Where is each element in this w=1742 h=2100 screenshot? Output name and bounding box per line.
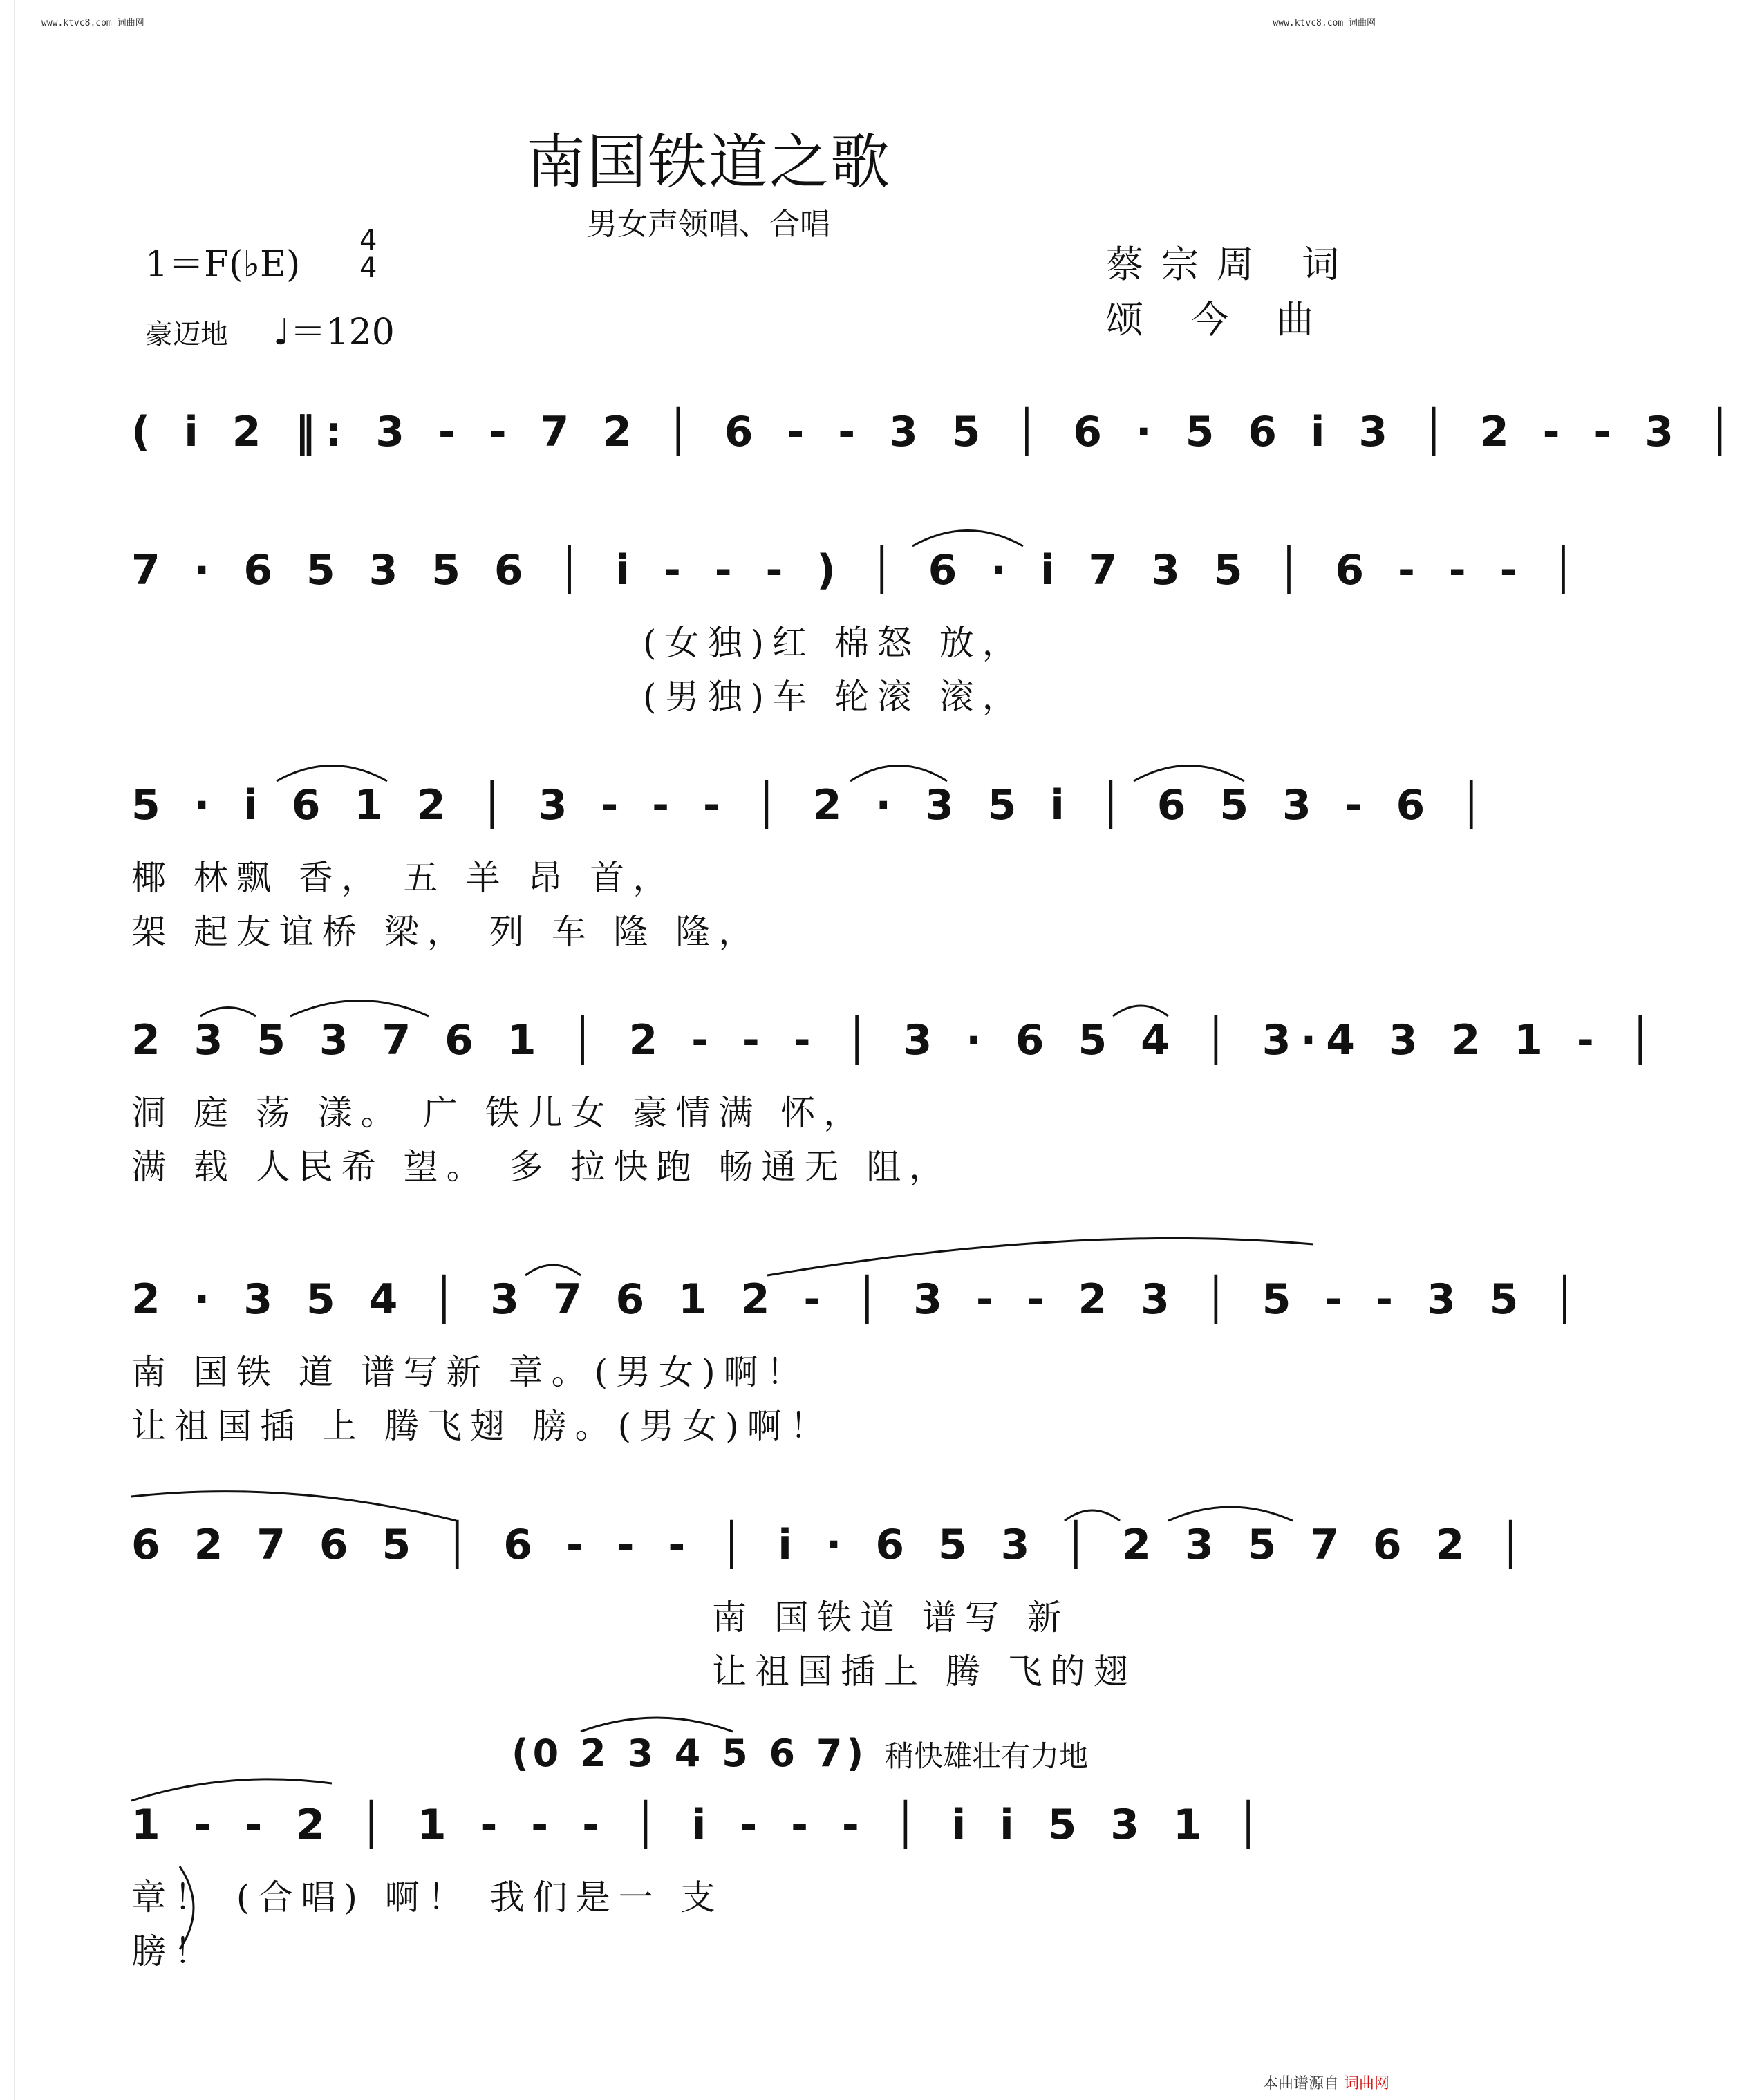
lyrics-verse-2: 膀！ <box>131 1931 217 1971</box>
slur-mark <box>290 1001 429 1017</box>
lyrics-verse-2: 让祖国插上 腾 飞的翅 <box>712 1651 1136 1691</box>
slur-mark <box>1134 766 1244 782</box>
slur-mark <box>912 531 1023 547</box>
slur-mark <box>131 1492 456 1521</box>
notation-row: 2 · 3 5 4 │ 3 7 6 1 2 - │ 3 - - 2 3 │ 5 - - 3 5 │ <box>131 1275 1587 1324</box>
lyrics-verse-1: 洞 庭 荡 漾。 广 铁儿女 豪情满 怀， <box>131 1093 867 1133</box>
slur-mark <box>277 766 387 782</box>
lyrics-verse-1: (女独)红 棉怒 放， <box>643 623 1025 663</box>
lyrics-verse-2: (男独)车 轮滚 滚， <box>643 677 1025 717</box>
footer-text: 本曲谱源自 <box>1262 2075 1339 2092</box>
site-label-left: www.ktvc8.com 词曲网 <box>41 18 144 28</box>
time-signature-top: 4 <box>359 225 377 256</box>
footer-source <box>1263 2072 1389 2093</box>
notation-row: 5 · i 6 1 2 │ 3 - - - │ 2 · 3 5 i │ 6 5 3 - 6 │ <box>131 781 1494 829</box>
slur-mark <box>131 1779 332 1801</box>
pickup-measure <box>512 1732 1088 1775</box>
lyricist-credit: 蔡宗周 词 <box>1106 243 1358 286</box>
notation-row: 2 3 5 3 7 6 1 │ 2 - - - │ 3 · 6 5 4 │ 3·4 3 2 1 - │ <box>131 1016 1663 1065</box>
footer-site: 词曲网 <box>1343 2075 1389 2092</box>
site-label-right: www.ktvc8.com 词曲网 <box>1273 18 1376 28</box>
slur-mark <box>1065 1510 1120 1521</box>
lyrics-verse-1: 南 国铁 道 谱写新 章。(男女)啊！ <box>131 1352 809 1392</box>
key-signature: 1＝F(♭E) <box>145 244 301 285</box>
lyrics-verse-1: 南 国铁道 谱写 新 <box>712 1597 1070 1638</box>
lyrics-verse-2: 架 起友谊桥 梁， 列 车 隆 隆， <box>131 912 762 952</box>
slur-mark <box>200 1008 256 1017</box>
time-signature-bottom: 4 <box>359 252 377 284</box>
left-margin-watermark <box>0 0 15 2100</box>
notation-row: ( i 2 ‖: 3 - - 7 2 │ 6 - - 3 5 │ 6 · 5 6 i 3 │ 2 - - 3 │ <box>131 408 1742 456</box>
notation-row: 6 2 7 6 5 │ 6 - - - │ i · 6 5 3 │ 2 3 5 7 6 2 │ <box>131 1521 1533 1569</box>
slur-mark <box>525 1265 581 1275</box>
slur-mark <box>1113 1006 1168 1016</box>
notation-row: 7 · 6 5 3 5 6 │ i - - - ) │ 6 · i 7 3 5 │ 6 - - - │ <box>131 546 1586 594</box>
pickup-notes: (0 2 3 4 5 6 7) <box>512 1732 868 1775</box>
lyrics-verse-2: 让祖国插 上 腾飞翅 膀。(男女)啊！ <box>131 1406 833 1446</box>
slur-mark <box>850 766 947 782</box>
page-subtitle: 男女声领唱、合唱 <box>587 207 830 242</box>
lyrics-verse-1: 椰 林飘 香， 五 羊 昂 首， <box>131 858 676 898</box>
pickup-hint: 稍快雄壮有力地 <box>885 1739 1089 1773</box>
tempo-mark: ♩＝120 <box>273 312 395 353</box>
expression-mark: 豪迈地 <box>145 319 228 350</box>
composer-credit: 颂 今 曲 <box>1106 298 1332 341</box>
slur-mark <box>581 1718 733 1732</box>
notation-row: 1 - - 2 │ 1 - - - │ i - - - │ i i 5 3 1 │ <box>131 1801 1271 1849</box>
time-signature <box>359 227 377 282</box>
slur-mark <box>1168 1507 1293 1521</box>
slur-mark <box>767 1238 1313 1275</box>
lyrics-verse-2: 满 载 人民希 望。 多 拉快跑 畅通无 阻， <box>131 1147 953 1187</box>
page-title: 南国铁道之歌 <box>526 128 891 197</box>
lyrics-verse-1: 章！ (合唱) 啊！ 我们是一 支 <box>131 1877 724 1918</box>
